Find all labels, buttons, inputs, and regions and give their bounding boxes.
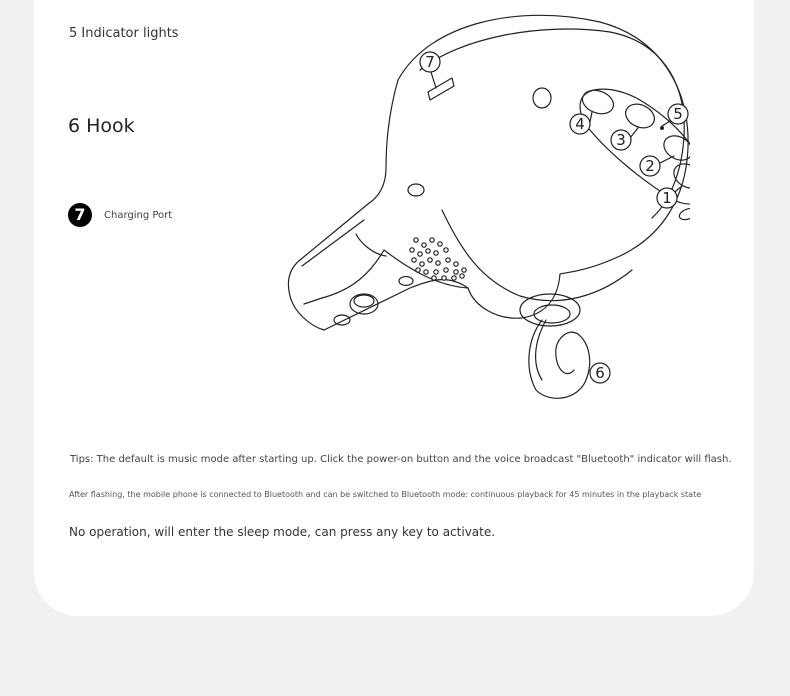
leader-3	[630, 128, 638, 138]
front-face-outline	[442, 210, 632, 301]
content-card	[34, 0, 754, 616]
tip-line-1: Tips: The default is music mode after starting up. Click the power-on button and the voice broadcast "Bluetooth" indicator will flash.	[70, 454, 732, 465]
callout-7	[420, 52, 440, 72]
svg-text:2: 2	[645, 157, 655, 175]
speaker-grille	[410, 238, 466, 280]
left-hole	[408, 184, 424, 196]
svg-text:6: 6	[595, 364, 605, 382]
device-body-outline	[304, 15, 688, 318]
tip-line-3: No operation, will enter the sleep mode, can press any key to activate.	[69, 525, 496, 539]
svg-text:1: 1	[662, 189, 672, 207]
leader-7	[431, 72, 436, 88]
leader-2	[658, 156, 674, 164]
svg-text:4: 4	[575, 115, 585, 133]
svg-text:3: 3	[616, 131, 626, 149]
hook-base-inner	[534, 305, 570, 323]
button-bluetooth	[579, 86, 617, 118]
hook-ring-inner	[536, 320, 546, 380]
callout-5	[668, 104, 688, 124]
hook-label: 6 Hook	[68, 115, 135, 137]
hanger-knob-inner	[354, 295, 374, 307]
indicator-dot	[661, 127, 664, 130]
charging-port-label: Charging Port	[104, 209, 173, 221]
hanger-arm-bottom	[324, 280, 468, 330]
hanger-arm-edge	[356, 234, 386, 256]
device-back-curve	[368, 80, 398, 204]
hanger-arm-line	[302, 220, 364, 266]
hanger-hole-small	[334, 315, 350, 325]
button-mode	[660, 131, 690, 165]
top-hole	[533, 88, 551, 108]
svg-text:7: 7	[425, 53, 435, 71]
leader-4	[590, 112, 592, 122]
device-illustration	[260, 8, 690, 400]
right-hole	[678, 206, 690, 222]
indicator-lights-label: 5 Indicator lights	[69, 26, 179, 41]
charging-port-badge: 7	[68, 203, 92, 227]
callout-6	[590, 363, 610, 383]
callout-3	[611, 130, 631, 150]
hook-ring	[529, 320, 590, 398]
callout-2	[640, 156, 660, 176]
tip-line-2: After flashing, the mobile phone is connected to Bluetooth and can be switched to Bluetooth mode: continuous playback for 45 minutes in the playback state	[69, 490, 702, 499]
svg-text:5: 5	[673, 105, 683, 123]
callout-1	[657, 188, 677, 208]
callout-4	[570, 114, 590, 134]
hanger-arm-top	[288, 204, 368, 330]
button-next	[622, 100, 658, 133]
hook-base	[520, 294, 580, 326]
port-slot	[428, 78, 454, 100]
rim-edge	[420, 29, 684, 218]
charging-port-row	[68, 202, 172, 228]
side-hole	[399, 277, 413, 286]
